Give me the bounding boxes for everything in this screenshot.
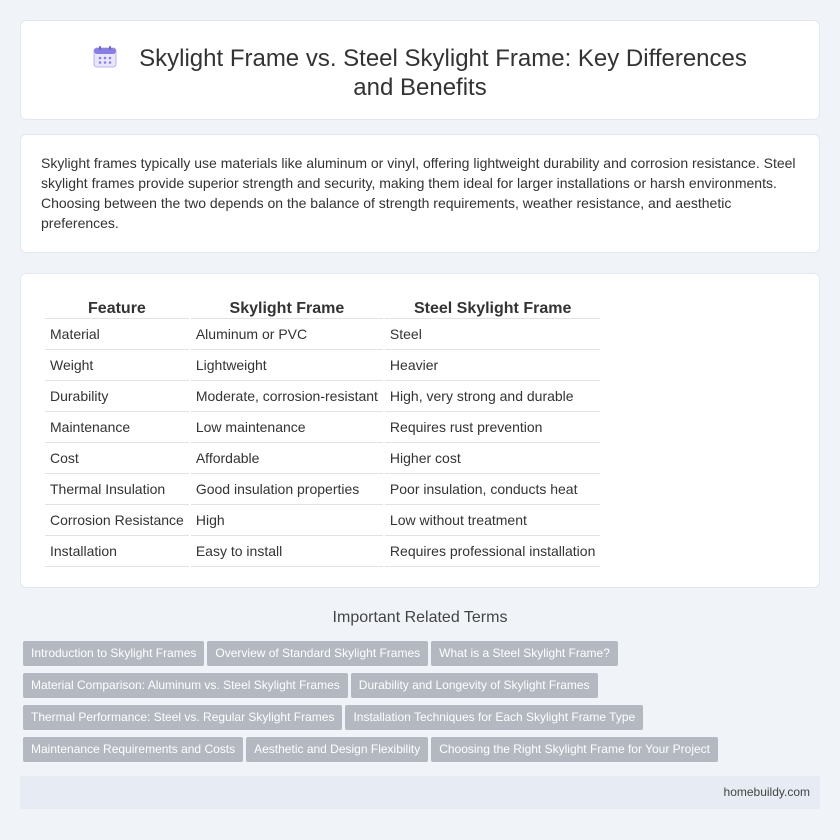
related-term-tag[interactable]: Maintenance Requirements and Costs <box>23 737 243 762</box>
table-cell: Cost <box>45 443 189 474</box>
table-cell: Lightweight <box>191 350 383 381</box>
column-header-feature: Feature <box>45 296 189 319</box>
table-cell: Steel <box>385 319 600 350</box>
table-cell: Good insulation properties <box>191 474 383 505</box>
column-header-steel-skylight-frame: Steel Skylight Frame <box>385 296 600 319</box>
related-term-tag[interactable]: Introduction to Skylight Frames <box>23 641 204 666</box>
footer <box>20 776 820 809</box>
table-cell: High, very strong and durable <box>385 381 600 412</box>
table-cell: Easy to install <box>191 536 383 567</box>
table-cell: Durability <box>45 381 189 412</box>
related-term-tag[interactable]: Choosing the Right Skylight Frame for Your Project <box>431 737 718 762</box>
related-term-tag[interactable]: Installation Techniques for Each Skylight Frame Type <box>345 705 643 730</box>
table-cell: High <box>191 505 383 536</box>
related-term-tag[interactable]: Durability and Longevity of Skylight Frames <box>351 673 598 698</box>
tag-row <box>23 673 823 705</box>
related-term-tag[interactable]: Material Comparison: Aluminum vs. Steel Skylight Frames <box>23 673 348 698</box>
table-cell: Weight <box>45 350 189 381</box>
table-row <box>45 536 600 567</box>
table-cell: Requires rust prevention <box>385 412 600 443</box>
page-title-wrap <box>81 44 759 102</box>
table-cell: Heavier <box>385 350 600 381</box>
related-term-tag[interactable]: Overview of Standard Skylight Frames <box>207 641 428 666</box>
table-cell: Affordable <box>191 443 383 474</box>
table-row <box>45 443 600 474</box>
related-term-tag[interactable]: Aesthetic and Design Flexibility <box>246 737 428 762</box>
table-cell: Requires professional installation <box>385 536 600 567</box>
table-row <box>45 381 600 412</box>
related-terms-list <box>23 641 823 769</box>
table-row <box>45 350 600 381</box>
table-cell: Low without treatment <box>385 505 600 536</box>
table-row <box>45 505 600 536</box>
tag-row <box>23 705 823 737</box>
related-terms-heading: Important Related Terms <box>332 609 508 626</box>
table-cell: Maintenance <box>45 412 189 443</box>
table-row <box>45 412 600 443</box>
calendar-icon <box>93 46 117 68</box>
table-cell: Moderate, corrosion-resistant <box>191 381 383 412</box>
tag-row <box>23 641 823 673</box>
related-term-tag[interactable]: What is a Steel Skylight Frame? <box>431 641 618 666</box>
table-cell: Aluminum or PVC <box>191 319 383 350</box>
title-card <box>20 20 820 120</box>
table-cell: Material <box>45 319 189 350</box>
table-cell: Installation <box>45 536 189 567</box>
page-title: Skylight Frame vs. Steel Skylight Frame: Key Differences and Benefits <box>139 45 747 101</box>
footer-site[interactable]: homebuildy.com <box>723 785 810 799</box>
table-row <box>45 474 600 505</box>
table-cell: Corrosion Resistance <box>45 505 189 536</box>
tag-row <box>23 737 823 769</box>
table-cell: Thermal Insulation <box>45 474 189 505</box>
summary-card <box>20 134 820 253</box>
column-header-skylight-frame: Skylight Frame <box>191 296 383 319</box>
comparison-table-card <box>20 273 820 588</box>
related-term-tag[interactable]: Thermal Performance: Steel vs. Regular Skylight Frames <box>23 705 342 730</box>
table-row <box>45 319 600 350</box>
table-cell: Higher cost <box>385 443 600 474</box>
table-header-row <box>45 296 600 319</box>
table-cell: Low maintenance <box>191 412 383 443</box>
table-cell: Poor insulation, conducts heat <box>385 474 600 505</box>
comparison-table <box>43 296 602 567</box>
summary-text: Skylight frames typically use materials like aluminum or vinyl, offering lightweight durability and corrosion resistance. Steel skylight frames provide superior strength and security, making them ideal for larger installations or harsh environments. Choosing between the two depends on the balance of strength requirements, weather resistance, and aesthetic preferences. <box>41 155 796 231</box>
